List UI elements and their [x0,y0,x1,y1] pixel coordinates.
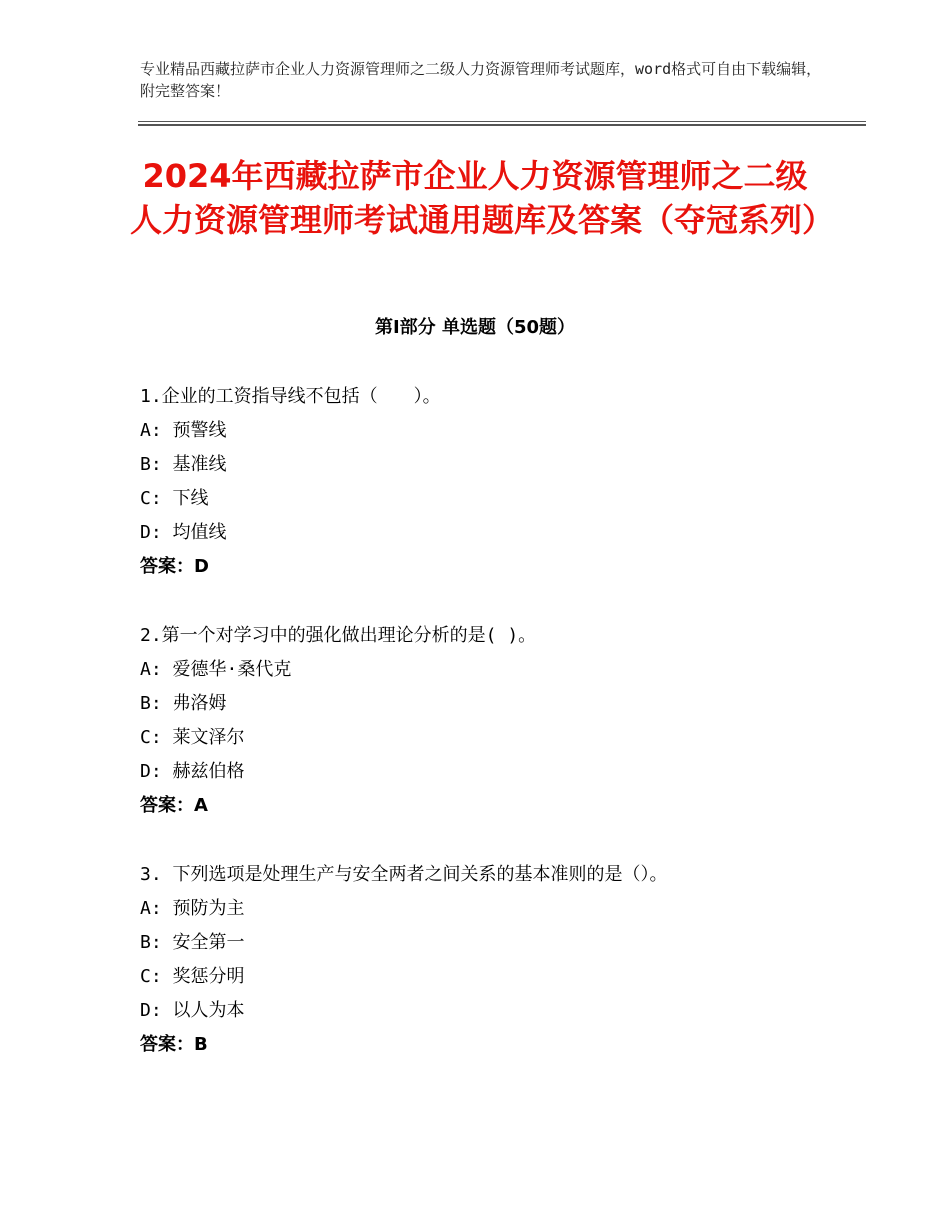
question-block [140,619,860,823]
answer-line: 答案：D [140,556,209,577]
header-divider-thick [138,124,866,126]
question-block [140,380,860,584]
option-b: B: 安全第一 [140,932,245,953]
question-block [140,858,860,1062]
option-a: A: 预防为主 [140,898,245,919]
option-c: C: 下线 [140,488,209,509]
question-stem: 2.第一个对学习中的强化做出理论分析的是( )。 [140,625,537,646]
option-d: D: 均值线 [140,522,227,543]
option-d: D: 以人为本 [140,1000,245,1021]
option-b: B: 基准线 [140,454,227,475]
option-c: C: 奖惩分明 [140,966,245,987]
answer-line: 答案：A [140,795,208,816]
header-divider-thin [138,121,866,122]
option-c: C: 莱文泽尔 [140,727,245,748]
document-title: 2024年西藏拉萨市企业人力资源管理师之二级人力资源管理师考试通用题库及答案（夺冠系列） [130,157,835,239]
header-note: 专业精品西藏拉萨市企业人力资源管理师之二级人力资源管理师考试题库，word格式可自由下载编辑，附完整答案！ [140,60,822,100]
section-title: 第Ⅰ部分 单选题（50题） [374,317,575,338]
option-d: D: 赫兹伯格 [140,761,245,782]
option-a: A: 预警线 [140,420,227,441]
option-b: B: 弗洛姆 [140,693,227,714]
option-a: A: 爱德华·桑代克 [140,659,292,680]
question-stem: 1.企业的工资指导线不包括（ ）。 [140,386,441,407]
question-stem: 3. 下列选项是处理生产与安全两者之间关系的基本准则的是（）。 [140,864,668,885]
answer-line: 答案：B [140,1034,208,1055]
